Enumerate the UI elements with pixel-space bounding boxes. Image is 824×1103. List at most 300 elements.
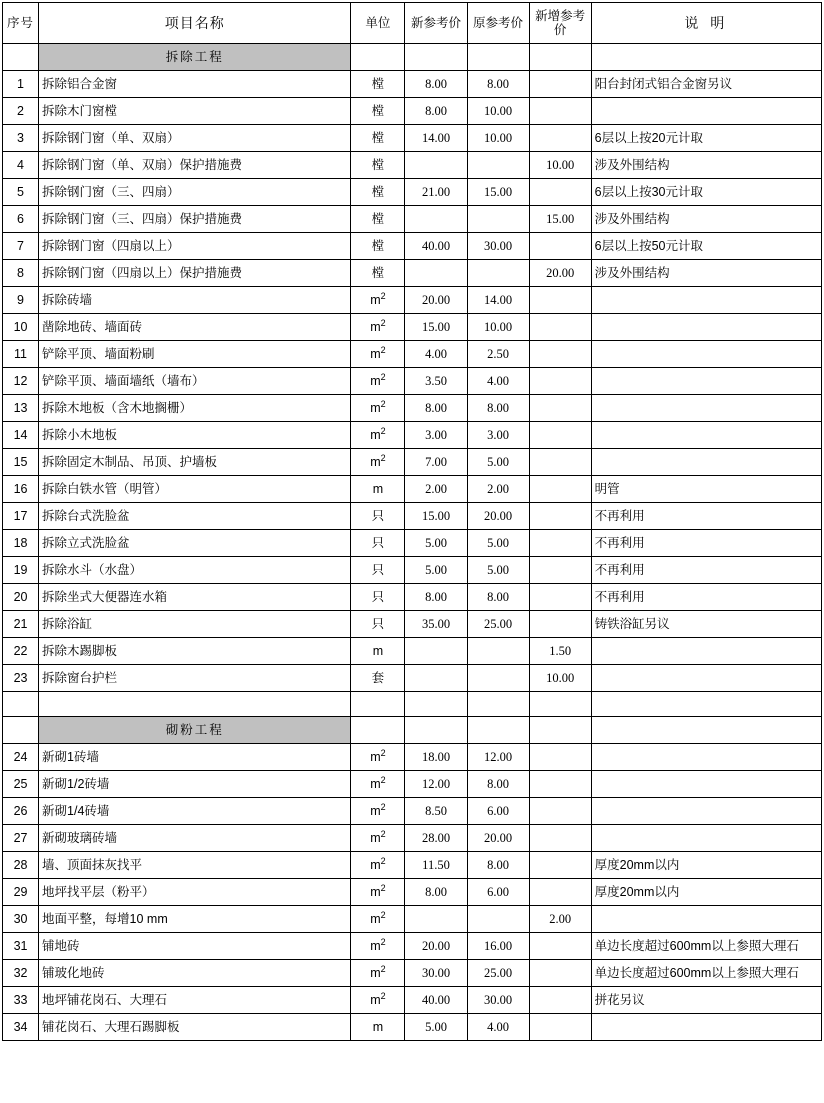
spacer-cell [529,692,591,717]
cell-old-price: 30.00 [467,233,529,260]
cell-unit: 只 [351,503,405,530]
cell-added-price [529,368,591,395]
cell-old-price: 8.00 [467,771,529,798]
cell-old-price: 25.00 [467,960,529,987]
cell-seq: 29 [3,879,39,906]
table-row [3,638,822,665]
section-header-row [3,44,822,71]
cell-note [591,287,821,314]
cell-unit: m [351,1014,405,1041]
cell-seq: 22 [3,638,39,665]
section-empty-cell [467,44,529,71]
cell-item-name: 拆除钢门窗（三、四扇） [39,179,351,206]
cell-note [591,771,821,798]
cell-new-price: 3.50 [405,368,467,395]
cell-old-price: 2.00 [467,476,529,503]
cell-item-name: 拆除窗台护栏 [39,665,351,692]
cell-new-price: 30.00 [405,960,467,987]
column-header-new-price: 新参考价 [405,3,467,44]
table-row [3,233,822,260]
cell-new-price: 8.00 [405,71,467,98]
cell-unit: m [351,638,405,665]
cell-seq: 21 [3,611,39,638]
cell-item-name: 新砌1/4砖墙 [39,798,351,825]
cell-added-price [529,341,591,368]
cell-seq: 4 [3,152,39,179]
cell-new-price: 4.00 [405,341,467,368]
cell-added-price [529,476,591,503]
column-header-name: 项目名称 [39,3,351,44]
cell-added-price [529,71,591,98]
cell-added-price [529,98,591,125]
cell-old-price: 15.00 [467,179,529,206]
cell-added-price [529,1014,591,1041]
cell-new-price: 28.00 [405,825,467,852]
cell-note [591,638,821,665]
cell-seq: 26 [3,798,39,825]
cell-old-price: 8.00 [467,852,529,879]
cell-note: 单边长度超过600mm以上参照大理石 [591,960,821,987]
table-row [3,825,822,852]
section-empty-cell [351,44,405,71]
cell-unit: $m^2$ [351,825,405,852]
cell-seq: 14 [3,422,39,449]
cell-old-price: 20.00 [467,503,529,530]
section-empty-cell [405,717,467,744]
cell-old-price: 4.00 [467,1014,529,1041]
cell-added-price: 1.50 [529,638,591,665]
cell-seq: 28 [3,852,39,879]
table-body [3,44,822,1041]
cell-item-name: 拆除木踢脚板 [39,638,351,665]
table-row [3,530,822,557]
cell-item-name: 拆除铝合金窗 [39,71,351,98]
cell-note [591,341,821,368]
cell-new-price: 21.00 [405,179,467,206]
cell-added-price [529,825,591,852]
cell-unit: $m^2$ [351,744,405,771]
table-row [3,368,822,395]
cell-added-price: 10.00 [529,152,591,179]
cell-old-price: 5.00 [467,530,529,557]
table-row [3,584,822,611]
cell-unit: $m^2$ [351,395,405,422]
cell-unit: $m^2$ [351,422,405,449]
cell-unit: 只 [351,557,405,584]
table-row [3,206,822,233]
table-row [3,314,822,341]
section-seq-cell [3,44,39,71]
table-row [3,341,822,368]
cell-note: 阳台封闭式铝合金窗另议 [591,71,821,98]
table-row [3,798,822,825]
cell-note: 6层以上按50元计取 [591,233,821,260]
section-empty-cell [529,717,591,744]
cell-seq: 31 [3,933,39,960]
cell-added-price [529,933,591,960]
cell-added-price [529,314,591,341]
cell-note: 涉及外围结构 [591,206,821,233]
column-header-added-price: 新增参考价 [529,3,591,44]
section-header-row [3,717,822,744]
cell-unit: 樘 [351,260,405,287]
cell-added-price [529,771,591,798]
table-row [3,879,822,906]
cell-old-price: 30.00 [467,987,529,1014]
cell-old-price: 16.00 [467,933,529,960]
cell-new-price: 5.00 [405,530,467,557]
cell-item-name: 新砌1砖墙 [39,744,351,771]
cell-new-price: 35.00 [405,611,467,638]
cell-added-price [529,503,591,530]
cell-new-price: 11.50 [405,852,467,879]
cell-seq: 2 [3,98,39,125]
cell-new-price: 12.00 [405,771,467,798]
cell-seq: 27 [3,825,39,852]
cell-seq: 12 [3,368,39,395]
cell-unit: $m^2$ [351,368,405,395]
cell-unit: m [351,476,405,503]
section-empty-cell [529,44,591,71]
cell-old-price: 3.00 [467,422,529,449]
cell-new-price: 8.00 [405,395,467,422]
cell-new-price: 18.00 [405,744,467,771]
cell-unit: $m^2$ [351,933,405,960]
cell-seq: 16 [3,476,39,503]
cell-new-price: 3.00 [405,422,467,449]
cell-added-price [529,449,591,476]
cell-new-price [405,260,467,287]
cell-new-price: 8.00 [405,879,467,906]
cell-item-name: 铲除平顶、墙面墙纸（墙布） [39,368,351,395]
cell-note: 涉及外围结构 [591,260,821,287]
cell-item-name: 拆除钢门窗（四扇以上） [39,233,351,260]
cell-added-price [529,557,591,584]
cell-added-price [529,233,591,260]
cell-old-price [467,260,529,287]
cell-item-name: 拆除浴缸 [39,611,351,638]
cell-unit: $m^2$ [351,960,405,987]
cell-note [591,665,821,692]
cell-item-name: 地坪铺花岗石、大理石 [39,987,351,1014]
table-row [3,987,822,1014]
section-title: 砌粉工程 [39,717,351,744]
cell-old-price: 14.00 [467,287,529,314]
cell-seq: 19 [3,557,39,584]
cell-item-name: 新砌玻璃砖墙 [39,825,351,852]
cell-seq: 10 [3,314,39,341]
cell-note [591,395,821,422]
cell-item-name: 拆除钢门窗（三、四扇）保护措施费 [39,206,351,233]
cell-item-name: 拆除固定木制品、吊顶、护墙板 [39,449,351,476]
table-row [3,449,822,476]
cell-note [591,798,821,825]
cell-seq: 30 [3,906,39,933]
column-header-unit: 单位 [351,3,405,44]
header-row [3,3,822,44]
cell-added-price [529,125,591,152]
cell-item-name: 拆除钢门窗（单、双扇）保护措施费 [39,152,351,179]
cell-unit: 樘 [351,71,405,98]
cell-note: 6层以上按30元计取 [591,179,821,206]
cell-old-price [467,206,529,233]
table-row [3,744,822,771]
cell-note: 明管 [591,476,821,503]
cell-unit: $m^2$ [351,314,405,341]
cell-new-price: 8.00 [405,98,467,125]
cell-note: 不再利用 [591,557,821,584]
cell-unit: $m^2$ [351,879,405,906]
cell-note: 涉及外围结构 [591,152,821,179]
cell-note [591,98,821,125]
cell-unit: $m^2$ [351,852,405,879]
section-title: 拆除工程 [39,44,351,71]
cell-note: 铸铁浴缸另议 [591,611,821,638]
cell-new-price [405,665,467,692]
cell-seq: 1 [3,71,39,98]
cell-added-price [529,960,591,987]
cell-added-price [529,879,591,906]
table-row [3,71,822,98]
cell-new-price [405,152,467,179]
cell-seq: 23 [3,665,39,692]
cell-note [591,906,821,933]
cell-old-price: 6.00 [467,798,529,825]
cell-added-price: 15.00 [529,206,591,233]
cell-new-price: 20.00 [405,287,467,314]
cell-item-name: 铺玻化地砖 [39,960,351,987]
cell-new-price: 40.00 [405,233,467,260]
spacer-row [3,692,822,717]
cell-item-name: 新砌1/2砖墙 [39,771,351,798]
cell-added-price [529,852,591,879]
cell-item-name: 拆除木地板（含木地搁栅） [39,395,351,422]
cell-old-price [467,152,529,179]
cell-seq: 8 [3,260,39,287]
table-row [3,395,822,422]
cell-note: 厚度20mm以内 [591,852,821,879]
spacer-cell [351,692,405,717]
cell-new-price: 14.00 [405,125,467,152]
cell-added-price [529,395,591,422]
cell-seq: 33 [3,987,39,1014]
cell-unit: 樘 [351,125,405,152]
cell-new-price: 15.00 [405,503,467,530]
table-row [3,260,822,287]
cell-unit: 樘 [351,206,405,233]
cell-seq: 11 [3,341,39,368]
cell-note [591,744,821,771]
column-header-seq: 序号 [3,3,39,44]
cell-old-price: 5.00 [467,449,529,476]
cell-added-price: 10.00 [529,665,591,692]
table-row [3,611,822,638]
cell-new-price [405,906,467,933]
cell-old-price: 8.00 [467,71,529,98]
cell-seq: 17 [3,503,39,530]
section-empty-cell [405,44,467,71]
cell-item-name: 拆除台式洗脸盆 [39,503,351,530]
cell-note [591,825,821,852]
cell-unit: $m^2$ [351,287,405,314]
cell-old-price [467,906,529,933]
cell-item-name: 地坪找平层（粉平） [39,879,351,906]
table-row [3,179,822,206]
cell-seq: 9 [3,287,39,314]
cell-seq: 20 [3,584,39,611]
cell-note: 单边长度超过600mm以上参照大理石 [591,933,821,960]
table-row [3,125,822,152]
cell-unit: 只 [351,530,405,557]
table-row [3,1014,822,1041]
cell-unit: 樘 [351,152,405,179]
cell-added-price: 2.00 [529,906,591,933]
table-row [3,152,822,179]
cell-old-price: 5.00 [467,557,529,584]
cell-new-price: 20.00 [405,933,467,960]
cell-added-price [529,584,591,611]
cell-note: 不再利用 [591,530,821,557]
cell-unit: $m^2$ [351,449,405,476]
table-row [3,287,822,314]
cell-old-price: 20.00 [467,825,529,852]
cell-note [591,422,821,449]
cell-seq: 24 [3,744,39,771]
cell-old-price: 8.00 [467,584,529,611]
section-empty-cell [591,44,821,71]
cell-note: 不再利用 [591,503,821,530]
cell-note [591,449,821,476]
cell-added-price [529,287,591,314]
cell-new-price: 8.50 [405,798,467,825]
cell-unit: $m^2$ [351,987,405,1014]
spacer-cell [467,692,529,717]
cell-item-name: 地面平整，每增10 mm [39,906,351,933]
cell-seq: 3 [3,125,39,152]
table-row [3,960,822,987]
table-row [3,557,822,584]
spacer-cell [591,692,821,717]
section-empty-cell [467,717,529,744]
cell-note: 拼花另议 [591,987,821,1014]
cell-new-price: 5.00 [405,1014,467,1041]
cell-old-price: 8.00 [467,395,529,422]
cell-item-name: 拆除木门窗樘 [39,98,351,125]
cell-old-price: 4.00 [467,368,529,395]
table-row [3,98,822,125]
cell-unit: 樘 [351,233,405,260]
table-row [3,852,822,879]
spacer-cell [3,692,39,717]
cell-seq: 7 [3,233,39,260]
price-table [2,2,822,1041]
cell-seq: 13 [3,395,39,422]
cell-new-price: 15.00 [405,314,467,341]
price-list-sheet [0,2,824,1041]
cell-new-price: 8.00 [405,584,467,611]
cell-new-price: 7.00 [405,449,467,476]
cell-unit: $m^2$ [351,771,405,798]
cell-seq: 34 [3,1014,39,1041]
cell-seq: 25 [3,771,39,798]
cell-new-price [405,638,467,665]
cell-old-price: 12.00 [467,744,529,771]
cell-item-name: 拆除砖墙 [39,287,351,314]
table-row [3,906,822,933]
cell-note [591,368,821,395]
cell-item-name: 墙、顶面抹灰找平 [39,852,351,879]
table-row [3,933,822,960]
cell-new-price: 2.00 [405,476,467,503]
cell-seq: 18 [3,530,39,557]
cell-unit: 只 [351,611,405,638]
cell-item-name: 铺花岗石、大理石踢脚板 [39,1014,351,1041]
table-row [3,665,822,692]
cell-added-price [529,179,591,206]
cell-added-price [529,422,591,449]
cell-old-price [467,665,529,692]
cell-item-name: 拆除钢门窗（单、双扇） [39,125,351,152]
section-empty-cell [351,717,405,744]
cell-added-price [529,987,591,1014]
cell-unit: $m^2$ [351,906,405,933]
cell-new-price [405,206,467,233]
cell-unit: 套 [351,665,405,692]
spacer-cell [405,692,467,717]
cell-note: 厚度20mm以内 [591,879,821,906]
cell-item-name: 铺地砖 [39,933,351,960]
column-header-note: 说 明 [591,3,821,44]
cell-item-name: 拆除立式洗脸盆 [39,530,351,557]
cell-item-name: 拆除小木地板 [39,422,351,449]
cell-new-price: 40.00 [405,987,467,1014]
cell-old-price: 10.00 [467,125,529,152]
section-seq-cell [3,717,39,744]
cell-item-name: 拆除坐式大便器连水箱 [39,584,351,611]
cell-item-name: 铲除平顶、墙面粉刷 [39,341,351,368]
cell-added-price [529,530,591,557]
cell-note [591,314,821,341]
cell-seq: 6 [3,206,39,233]
cell-item-name: 拆除白铁水管（明管） [39,476,351,503]
cell-note [591,1014,821,1041]
cell-new-price: 5.00 [405,557,467,584]
table-header [3,3,822,44]
spacer-cell [39,692,351,717]
table-row [3,503,822,530]
cell-note: 6层以上按20元计取 [591,125,821,152]
table-row [3,422,822,449]
column-header-old-price: 原参考价 [467,3,529,44]
cell-unit: 樘 [351,179,405,206]
cell-added-price [529,744,591,771]
cell-added-price [529,798,591,825]
table-row [3,771,822,798]
cell-unit: 只 [351,584,405,611]
cell-item-name: 拆除钢门窗（四扇以上）保护措施费 [39,260,351,287]
cell-old-price: 10.00 [467,98,529,125]
cell-old-price: 10.00 [467,314,529,341]
table-row [3,476,822,503]
cell-seq: 5 [3,179,39,206]
cell-added-price: 20.00 [529,260,591,287]
cell-unit: $m^2$ [351,341,405,368]
cell-seq: 15 [3,449,39,476]
cell-note: 不再利用 [591,584,821,611]
cell-old-price: 6.00 [467,879,529,906]
cell-old-price: 25.00 [467,611,529,638]
cell-item-name: 凿除地砖、墙面砖 [39,314,351,341]
